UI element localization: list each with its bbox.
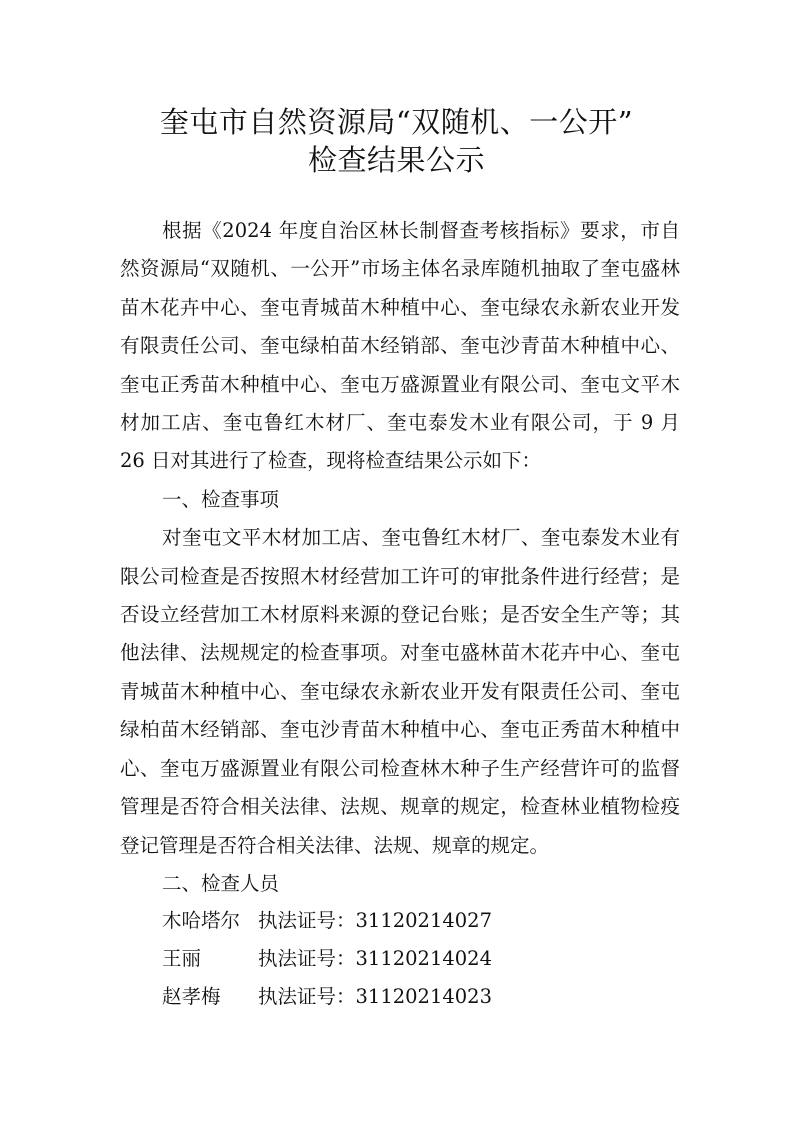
inspector-row: [162, 978, 492, 1016]
inspector-row: [162, 902, 492, 940]
document-title-line1: 奎屯市自然资源局“双随机、一公开”: [159, 105, 634, 139]
inspector-name: 王丽: [162, 947, 202, 970]
section1-heading: 一、检查事项: [162, 487, 280, 511]
document-title-line2: 检查结果公示: [307, 143, 485, 177]
inspector-row: [162, 940, 492, 978]
inspector-name: 木哈塔尔: [162, 909, 241, 932]
inspector-cert: 执法证号：31120214024: [258, 947, 492, 970]
inspector-cert: 执法证号：31120214027: [258, 909, 492, 932]
section2-heading: 二、检查人员: [162, 871, 280, 895]
document-body: [120, 212, 680, 903]
intro-paragraph: 根据《2024 年度自治区林长制督查考核指标》要求，市自然资源局“双随机、一公开”市场主体名录库随机抽取了奎屯盛林苗木花卉中心、奎屯青城苗木种植中心、奎屯绿农永新农业开发有限责任公司、奎屯绿柏苗木经销部、奎屯沙青苗木种植中心、奎屯正秀苗木种植中心、奎屯万盛源置业有限公司、奎屯文平木材加工店、奎屯鲁红木材厂、奎屯泰发木业有限公司，于 9 月 26 日对其进行了检查，现将检查结果公示如下：: [120, 219, 680, 473]
inspector-cert: 执法证号：31120214023: [258, 985, 492, 1008]
section1-paragraph: 对奎屯文平木材加工店、奎屯鲁红木材厂、奎屯泰发木业有限公司检查是否按照木材经营加工许可的审批条件进行经营；是否设立经营加工木材原料来源的登记台账；是否安全生产等；其他法律、法规规定的检查事项。对奎屯盛林苗木花卉中心、奎屯青城苗木种植中心、奎屯绿农永新农业开发有限责任公司、奎屯绿柏苗木经销部、奎屯沙青苗木种植中心、奎屯正秀苗木种植中心、奎屯万盛源置业有限公司检查林木种子生产经营许可的监督管理是否符合相关法律、法规、规章的规定，检查林业植物检疫登记管理是否符合相关法律、法规、规章的规定。: [120, 526, 680, 857]
inspector-name: 赵孝梅: [162, 985, 221, 1008]
